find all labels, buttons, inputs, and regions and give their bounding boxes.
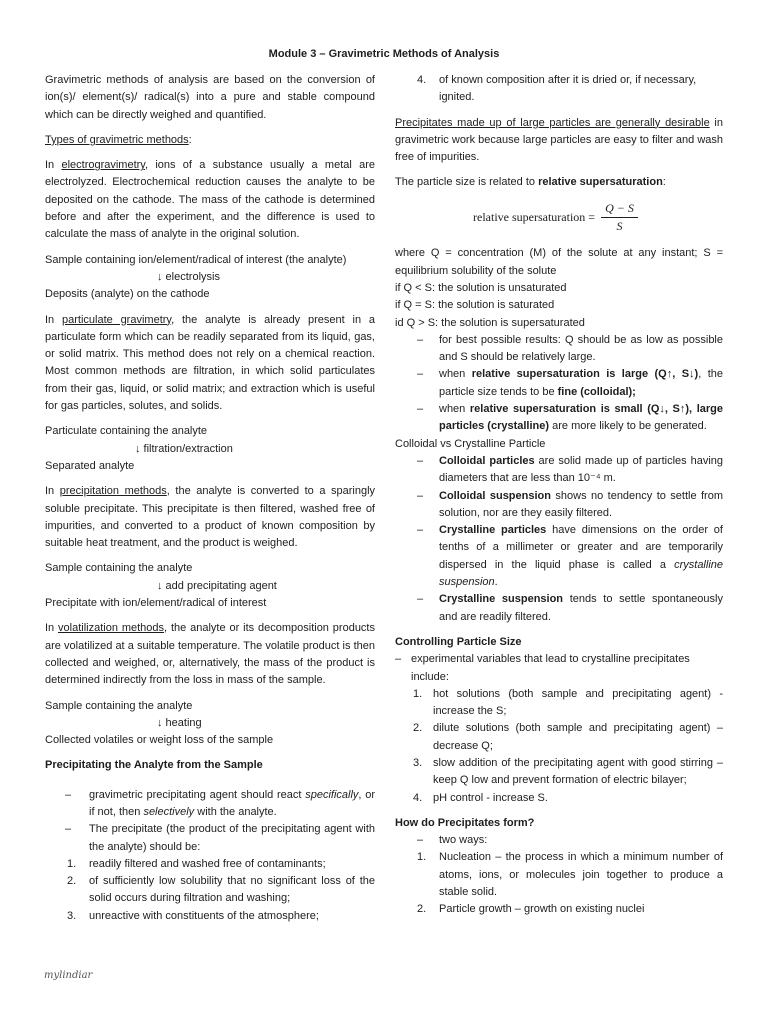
volatilization-flow: Sample containing the analyte ↓ heating Collected volatiles or weight loss of the sample (45, 699, 274, 747)
list-item: – two ways: (417, 834, 488, 847)
list-item: 3. unreactive with constituents of the atmosphere; (67, 909, 319, 922)
right-column (395, 72, 723, 919)
supersaturation-formula: relative supersaturation = $\frac{Q - S}{S}$ (473, 200, 723, 236)
list-item: – gravimetric precipitating agent should react specifically, or if not, then selectively with the analyte. (65, 788, 375, 818)
list-item: 2. Particle growth – growth on existing nuclei (417, 903, 645, 916)
page-title: Module 3 – Gravimetric Methods of Analysis (268, 48, 500, 60)
precipitation-paragraph: In precipitation methods, the analyte is converted to a sparingly soluble precipitate. This precipitate is then filtered, washed free of impurities, and converted to a product of known composition by suitable heat treatment, and the product is weighed. (45, 485, 376, 550)
colloid-heading: Colloidal vs Crystalline Particle (395, 437, 546, 450)
list-item: 2. of sufficiently low solubility that no significant loss of the solid occurs during filtration and washing; (67, 875, 375, 905)
list-item: – when relative supersaturation is large (Q↑, S↓), the particle size tends to be fine (colloidal); (417, 368, 723, 398)
how-form-heading: How do Precipitates form? (395, 816, 535, 829)
controlling-size-heading: Controlling Particle Size (395, 635, 522, 648)
list-item: 1. Nucleation – the process in which a minimum number of atoms, ions, or molecules join together to produce a stable solid. (417, 851, 723, 899)
intro-paragraph: Gravimetric methods of analysis are based on the conversion of ion(s)/ element(s)/ radical(s) into a pure and stable compound which can be directly weighed and quantified. (45, 74, 375, 121)
types-heading: Types of gravimetric methods: (45, 133, 192, 146)
list-item: 1. hot solutions (both sample and precipitating agent) - increase the S; (413, 687, 723, 718)
author-signature: mylindiar (44, 970, 93, 981)
list-item: – The precipitate (the product of the precipitating agent with the analyte) should be: (65, 823, 375, 853)
list-item: 3. slow addition of the precipitating agent with good stirring – keep Q low and prevent formation of electric bilayer; (413, 756, 723, 787)
precipitating-section-heading: Precipitating the Analyte from the Sample (45, 759, 263, 772)
list-item: – when relative supersaturation is small (Q↓, S↑), large particles (crystalline) are more likely to be generated. (417, 403, 723, 433)
list-item: – for best possible results: Q should be as low as possible and S should be relatively large. (417, 333, 723, 364)
particulate-flow: Particulate containing the analyte ↓ filtration/extraction Separated analyte (45, 425, 233, 472)
condition-supersaturated: id Q > S: the solution is supersaturated (395, 316, 585, 329)
large-particles-paragraph: Precipitates made up of large particles are generally desirable in gravimetric work because large particles are easy to filter and wash free of impurities. (395, 116, 723, 164)
list-item: – Colloidal suspension shows no tendency to settle from solution, nor are they easily filtered. (417, 489, 723, 519)
particle-size-paragraph: The particle size is related to relative supersaturation: (395, 176, 666, 189)
particulate-paragraph: In particulate gravimetry, the analyte is already present in a particulate form which can be readily separated from its liquid, gas, or solid matrix. This method does not rely on a chemical reaction. Most common methods are filtration, in which solid particulates from their gas, liquid, or solid matrix; and extraction which is useful for gas particles, solutes, and solids. (45, 313, 375, 413)
where-text: where Q = concentration (M) of the solute at any instant; S = equilibrium solubility of the solute (395, 247, 723, 277)
electrogravimetry-paragraph: In electrogravimetry, ions of a substance usually a metal are electrolyzed. Electrochemical reduction causes the analyte to be deposited on the cathode. The mass of the cathode is determined before and after the experiment, and the difference is used to calculate the mass of analyte in the original solution. (45, 159, 375, 241)
list-item: 4. of known composition after it is dried or, if necessary, ignited. (417, 74, 697, 104)
list-item: – Crystalline particles have dimensions on the order of tenths of a millimeter or greater and are temporarily dispersed in the liquid phase is called a crystalline suspension. (417, 524, 723, 589)
list-item: – Colloidal particles are solid made up of particles having diameters that are less than 10⁻⁴ m. (417, 454, 723, 485)
list-item: – Crystalline suspension tends to settle spontaneously and are readily filtered. (417, 593, 723, 623)
condition-saturated: if Q = S: the solution is saturated (395, 299, 555, 312)
list-item: – experimental variables that lead to crystalline precipitates include: (395, 653, 690, 683)
list-item: 2. dilute solutions (both sample and precipitating agent) – decrease Q; (413, 722, 723, 752)
volatilization-paragraph: In volatilization methods, the analyte or its decomposition products are volatilized at a suitable temperature. The volatile product is then collected and weighed, or, alternatively, the mass of the product is determined indirectly from the loss in mass of the sample. (45, 622, 375, 687)
condition-unsaturated: if Q < S: the solution is unsaturated (395, 281, 567, 294)
electrogravimetry-flow: Sample containing ion/element/radical of interest (the analyte) ↓ electrolysis Deposits (analyte) on the cathode (45, 253, 347, 301)
list-item: 4. pH control - increase S. (413, 791, 548, 804)
precipitation-flow: Sample containing the analyte ↓ add precipitating agent Precipitate with ion/element/radical of interest (45, 562, 277, 610)
list-item: 1. readily filtered and washed free of contaminants; (67, 857, 326, 870)
left-column (45, 72, 375, 925)
